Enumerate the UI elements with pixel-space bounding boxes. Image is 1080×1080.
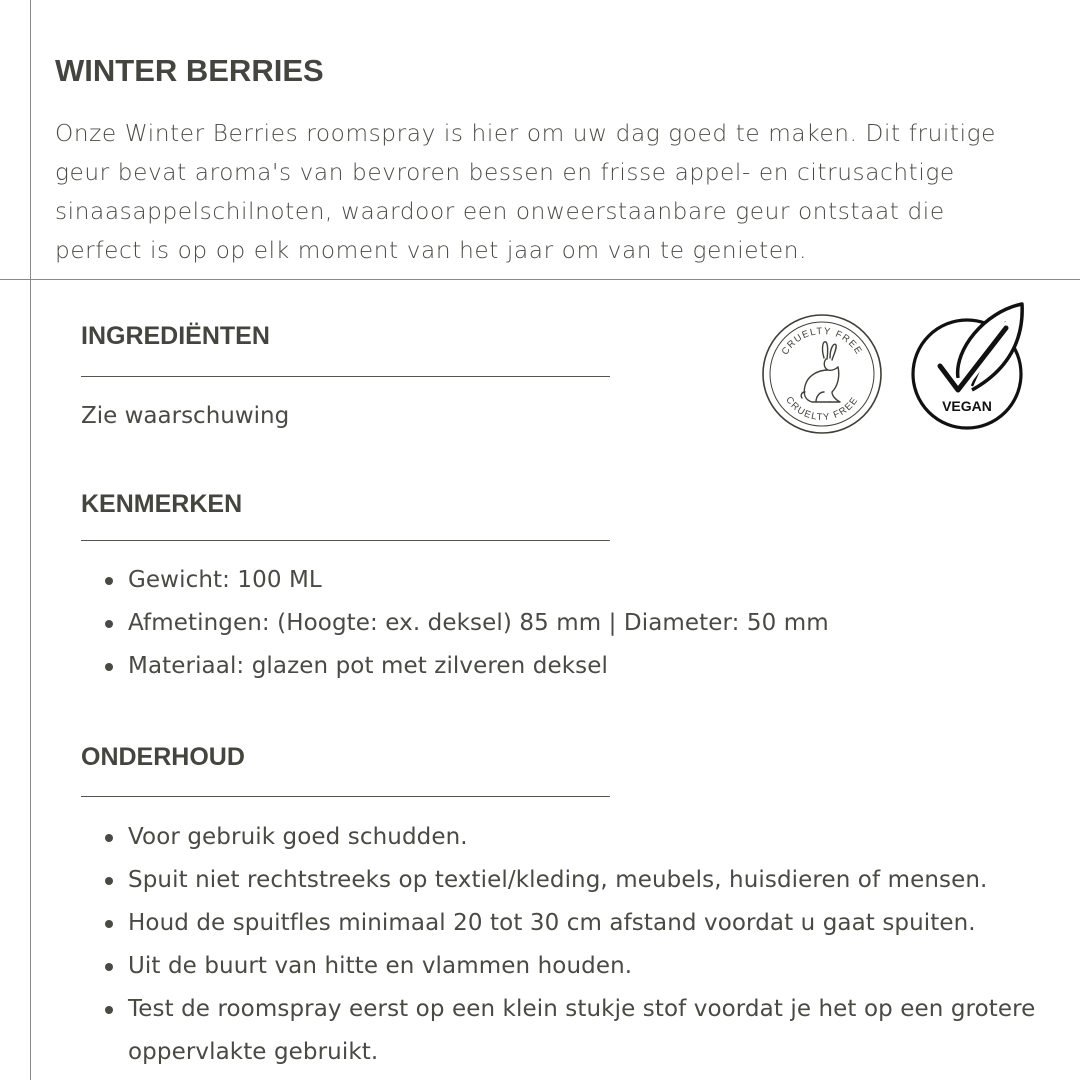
vegan-label: VEGAN: [942, 398, 992, 414]
list-item: Spuit niet rechtstreeks op textiel/kleding, meubels, huisdieren of mensen.: [81, 859, 1071, 902]
vegan-badge: [910, 300, 1028, 434]
ingredients-text: Zie waarschuwing: [81, 403, 290, 429]
ingredients-heading: INGREDIËNTEN: [81, 322, 270, 350]
features-heading: KENMERKEN: [81, 490, 243, 518]
features-list: [81, 559, 1071, 688]
svg-text:CRUELTY FREE: [780, 326, 865, 357]
description-line: perfect is op op elk moment van het jaar om van te genieten.: [55, 237, 807, 264]
description-line: sinaasappelschilnoten, waardoor een onweerstaanbare geur ontstaat die: [55, 198, 945, 225]
list-item: Uit de buurt van hitte en vlammen houden.: [81, 945, 1071, 988]
description-line: Onze Winter Berries roomspray is hier om uw dag goed te maken. Dit fruitige: [55, 120, 997, 147]
list-item: Houd de spuitfles minimaal 20 tot 30 cm afstand voordat u gaat spuiten.: [81, 902, 1071, 945]
left-divider-line: [30, 0, 31, 1080]
ingredients-rule: [81, 376, 610, 377]
product-title: WINTER BERRIES: [55, 53, 324, 88]
list-item: Afmetingen: (Hoogte: ex. deksel) 85 mm | Diameter: 50 mm: [81, 602, 1071, 645]
cruelty-free-badge: [760, 312, 884, 436]
list-item: Gewicht: 100 ML: [81, 559, 1071, 602]
list-item-line: Test de roomspray eerst op een klein stukje stof voordat je het op een grotere: [128, 996, 1036, 1022]
cruelty-free-bottom-text: CRUELTY FREE: [783, 394, 861, 424]
cruelty-free-top-text: CRUELTY FREE: [779, 325, 865, 358]
product-description: [55, 114, 1055, 270]
list-item: Materiaal: glazen pot met zilveren deksel: [81, 645, 1071, 688]
description-line: geur bevat aroma's van bevroren bessen en frisse appel- en citrusachtige: [55, 159, 955, 186]
care-rule: [81, 796, 610, 797]
section-divider-line: [0, 279, 1080, 280]
rabbit-icon: [801, 342, 840, 402]
care-list: [81, 816, 1071, 1074]
list-item-line: oppervlakte gebruikt.: [128, 1039, 379, 1065]
list-item: Voor gebruik goed schudden.: [81, 816, 1071, 859]
features-rule: [81, 540, 610, 541]
leaf-check-icon: [940, 304, 1022, 390]
list-item: [81, 988, 1071, 1074]
care-heading: ONDERHOUD: [81, 743, 245, 771]
